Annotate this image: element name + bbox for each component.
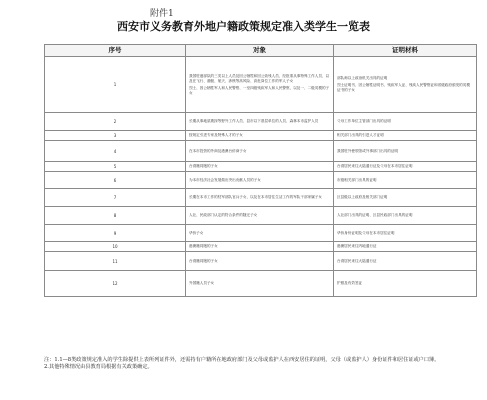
row-object: 按规定引进专家及特殊人才的子女 [186,131,334,141]
row-number: 11 [45,252,186,271]
row-object: 台湾籍同胞的子女 [186,162,334,172]
row-materials: 台湾居民来往大陆通行证 [334,252,477,271]
row-number: 8 [45,207,186,225]
row-number: 7 [45,189,186,207]
row-object: 长期在本市工作的驻军部队官兵子女，以及在本市居住生活工作的军队干部家属子女 [186,189,334,207]
table-row [45,141,477,162]
row-number: 9 [45,225,186,242]
table-row [45,162,477,172]
row-materials: 市级相关部门出具的证明 [334,172,477,189]
row-materials: 父母工作单位主管部门出具的证明 [334,113,477,131]
row-materials: 护照及有效签证 [334,271,477,297]
row-object: 港澳籍同胞的子女 [186,242,334,252]
row-object [186,57,334,113]
table-row [45,271,477,297]
footnote-2: 2.其他特殊情况由县教育局根据有关政策确定。 [44,364,153,370]
table-row [45,225,477,242]
document-title: 西安市义务教育外地户籍政策规定准入类学生一览表 [117,20,370,33]
table-row [45,242,477,252]
row-number: 1 [45,57,186,113]
row-number: 12 [45,271,186,297]
row-materials [334,57,477,113]
row-number: 5 [45,162,186,172]
column-header-number: 序号 [45,45,186,57]
row-object: 在本市投资的外商及港澳台侨商子女 [186,141,334,162]
row-number: 2 [45,113,186,131]
row-object-part: 烈士、因公牺牲军人和人民警察、一至四级残疾军人和人民警察，以及一、二级英模的子女 [189,85,330,95]
row-materials: 区县级以上政府及相关部门证明 [334,189,477,207]
policy-table [44,44,477,297]
table-row [45,189,477,207]
table-row [45,113,477,131]
column-header-materials: 证明材料 [334,45,477,57]
row-materials: 我国驻外使领馆或外事部门出具的证明 [334,141,477,162]
column-header-object: 对象 [186,45,334,57]
row-number: 6 [45,172,186,189]
attachment-label: 附件1 [150,9,174,19]
row-materials: 台湾居民来往大陆通行证及父母在本市居住证明 [334,162,477,172]
table-row [45,207,477,225]
row-materials: 相关部门出具的引进人才证明 [334,131,477,141]
table-row [45,131,477,141]
row-object: 为本市经济社会发展做出突出贡献人员的子女 [186,172,334,189]
row-materials: 人社部门出具的证明、区县民政部门出具的证明 [334,207,477,225]
row-object: 人社、民政部门认定的符合条件的随迁子女 [186,207,334,225]
row-object: 台湾籍同胞的子女 [186,252,334,271]
row-number: 4 [45,141,186,162]
table-row [45,57,477,113]
row-object: 外国籍人员子女 [186,271,334,297]
footnotes [44,357,476,371]
row-number: 3 [45,131,186,141]
table-body [45,57,477,297]
table-row [45,252,477,271]
row-materials: 港澳居民来往内地通行证 [334,242,477,252]
row-materials: 华侨身份证明及父母在本市居住证明 [334,225,477,242]
row-object-part: 我国驻港部队的三类以上人员及因公牺牲和因公致残人员、经批准从事特殊工作人员、以及在飞行、潜艇、航天、涉核等高风险、高危岗位工作的军人子女 [189,73,330,83]
row-material-part: 部队师以上政治机关出具的证明 [337,76,388,80]
row-number: 10 [45,242,186,252]
row-object: 长期从事地质勘探等野外工作人员、县市以下基层单位的人员、森林本市监护人员 [186,113,334,131]
row-material-part: 烈士证明书、因公牺牲证明书、残疾军人证、残疾人民警察证和省级政府颁发的英模证书的子女 [337,83,470,92]
table-header-row [45,45,477,57]
table-row [45,172,477,189]
row-object: 华侨子女 [186,225,334,242]
footnote-1: 注：1.1—8类政策规定准入的学生除提供上表所列证件外，还需持有户籍所在地政府部门及父母或监护人在西安居住的证明，父母（或监护人）身份证件和居住证或户口簿。 [44,357,440,363]
